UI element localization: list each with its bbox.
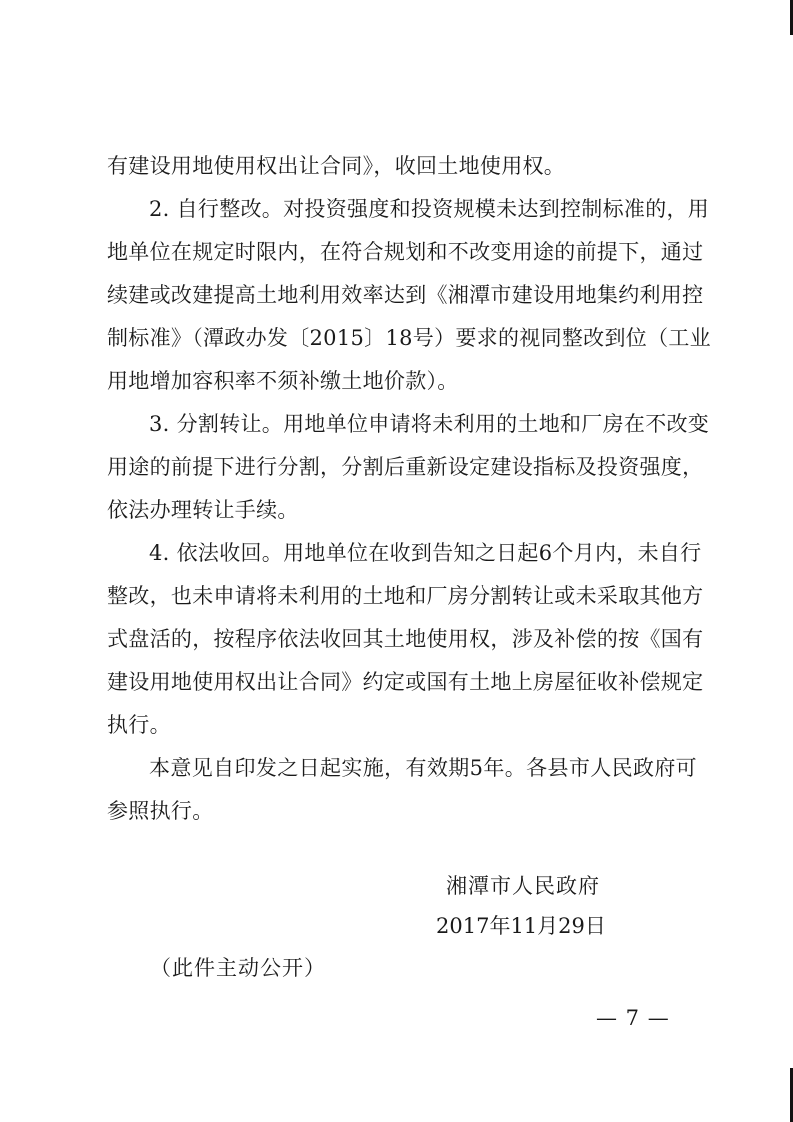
disclosure-note: （此件主动公开） (150, 956, 326, 980)
body-line: 2. 自行整改。对投资强度和投资规模未达到控制标准的，用 (149, 197, 710, 221)
body-line: 地单位在规定时限内，在符合规划和不改变用途的前提下，通过 (107, 240, 704, 264)
issuer-name: 湘潭市人民政府 (446, 874, 600, 898)
body-line: 有建设用地使用权出让合同》，收回土地使用权。 (107, 154, 566, 178)
issue-date: 2017年11月29日 (436, 914, 606, 938)
body-line: 执行。 (107, 713, 171, 737)
body-line: 制标准》（潭政办发〔2015〕18号）要求的视同整改到位（工业 (107, 326, 711, 350)
body-line: 式盘活的，按程序依法收回其土地使用权，涉及补偿的按《国有 (107, 627, 704, 651)
body-line: 依法办理转让手续。 (107, 498, 299, 522)
page-number: — 7 — (596, 1006, 670, 1030)
body-line: 3. 分割转让。用地单位申请将未利用的土地和厂房在不改变 (149, 412, 710, 436)
body-line: 建设用地使用权出让合同》约定或国有土地上房屋征收补偿规定 (107, 670, 704, 694)
body-line: 用地增加容积率不须补缴土地价款）。 (107, 369, 459, 393)
body-line: 本意见自印发之日起实施，有效期5年。各县市人民政府可 (149, 756, 697, 780)
body-line: 整改，也未申请将未利用的土地和厂房分割转让或未采取其他方 (107, 584, 704, 608)
body-line: 用途的前提下进行分割，分割后重新设定建设指标及投资强度， (107, 455, 704, 479)
body-line: 4. 依法收回。用地单位在收到告知之日起6个月内，未自行 (149, 541, 702, 565)
body-line: 参照执行。 (107, 799, 214, 823)
body-line: 续建或改建提高土地利用效率达到《湘潭市建设用地集约利用控 (107, 283, 704, 307)
